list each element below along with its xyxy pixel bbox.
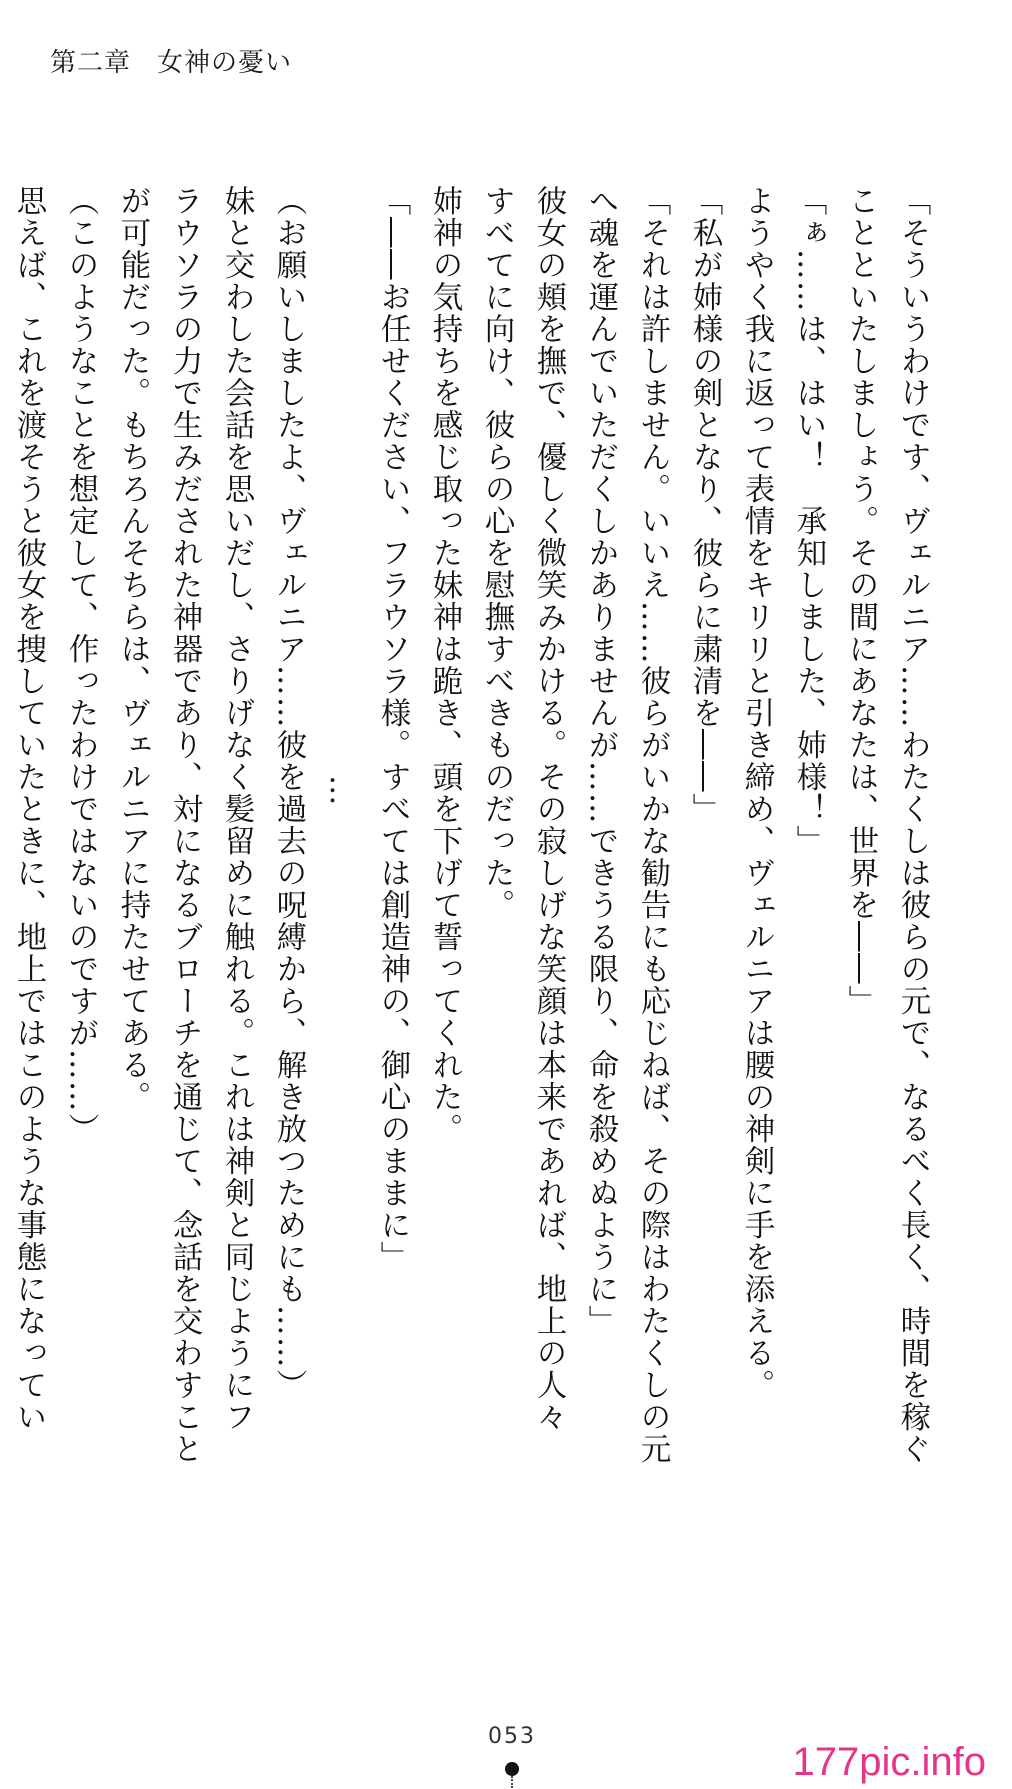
running-header xyxy=(50,42,292,79)
text-line: 妹と交わした会話を思いだし、さりげなく髪留めに触れる。これは神剣と同じようにフ xyxy=(219,185,254,1433)
text-line: すべてに向け、彼らの心を慰撫すべきものだった。 xyxy=(479,185,514,921)
text-line: 姉神の気持ちを感じ取った妹神は跪き、頭を下げて誓ってくれた。 xyxy=(427,185,462,1145)
text-line: 彼女の頬を撫で、優しく微笑みかける。その寂しげな笑顔は本来であれば、地上の人々 xyxy=(531,185,566,1433)
chapter-title: 女神の憂い xyxy=(157,48,293,78)
page-number: 053 xyxy=(488,1724,536,1749)
page-marker-tail xyxy=(511,1776,515,1788)
text-line: ラウソラの力で生みだされた神器であり、対になるブローチを通じて、念話を交わすこと xyxy=(167,185,202,1465)
text-line: 「ぁ……は、はい！ 承知しました、姉様！」 xyxy=(791,185,826,857)
text-line: 「それは許しません。いいえ……彼らがいかな勧告にも応じねば、その際はわたくしの元 xyxy=(635,185,670,1465)
text-line: 「私が姉様の剣となり、彼らに粛清を――」 xyxy=(687,185,722,825)
chapter-number: 第二章 xyxy=(50,48,132,78)
scene-break: … xyxy=(323,775,358,807)
text-line: ようやく我に返って表情をキリリと引き締め、ヴェルニアは腰の神剣に手を添える。 xyxy=(739,185,774,1401)
text-line: （このようなことを想定して、作ったわけではないのですが……） xyxy=(63,185,98,1145)
text-line: ことといたしましょう。その間にあなたは、世界を――」 xyxy=(843,185,878,1017)
text-line: が可能だった。もちろんそちらは、ヴェルニアに持たせてある。 xyxy=(115,185,150,1113)
text-line: 思えば、これを渡そうと彼女を捜していたときに、地上ではこのような事態になってい xyxy=(11,185,46,1433)
text-line: へ魂を運んでいただくしかありませんが……できうる限り、命を殺めぬように」 xyxy=(583,185,618,1337)
site-watermark: 177pic.info xyxy=(792,1740,986,1784)
text-line: （お願いしましたよ、ヴェルニア……彼を過去の呪縛から、解き放つためにも……） xyxy=(271,185,306,1401)
text-line: 「――お任せください、フラウソラ様。すべては創造神の、御心のままに」 xyxy=(375,185,410,1273)
vertical-body-text xyxy=(11,185,938,1485)
text-line: 「そういうわけです、ヴェルニア……わたくしは彼らの元で、なるべく長く、時間を稼ぐ xyxy=(895,185,930,1465)
page-marker-dot xyxy=(505,1762,519,1776)
